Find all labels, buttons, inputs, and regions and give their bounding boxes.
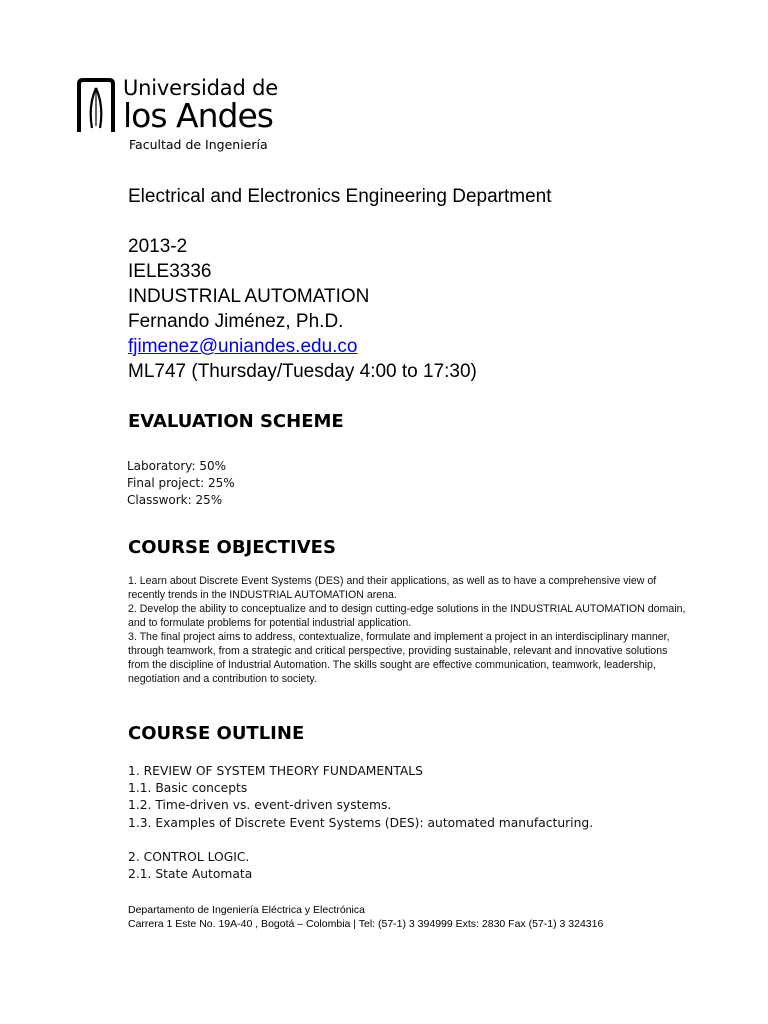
logo-line-university: Universidad de <box>123 76 278 100</box>
university-logo <box>76 76 276 156</box>
course-code: IELE3336 <box>128 261 212 282</box>
evaluation-item: Final project: 25% <box>127 476 235 490</box>
objective-item: 2. Develop the ability to conceptualize and to design cutting-edge solutions in the INDUSTRIAL AUTOMATION domain, and to formulate problems for potential industrial application. <box>128 603 686 629</box>
outline-line: 1.1. Basic concepts <box>128 781 248 795</box>
evaluation-item: Classwork: 25% <box>127 493 223 507</box>
course-name: INDUSTRIAL AUTOMATION <box>128 286 370 307</box>
outline-line: 2. CONTROL LOGIC. <box>128 850 250 864</box>
term: 2013-2 <box>128 236 188 257</box>
logo-line-los-andes: los Andes <box>123 96 273 135</box>
schedule: ML747 (Thursday/Tuesday 4:00 to 17:30) <box>128 361 477 382</box>
instructor-email-link[interactable]: fjimenez@uniandes.edu.co <box>128 336 358 357</box>
evaluation-heading: EVALUATION SCHEME <box>128 411 344 432</box>
evaluation-item: Laboratory: 50% <box>127 459 227 473</box>
objectives-heading: COURSE OBJECTIVES <box>128 537 336 558</box>
outline-line: 1.3. Examples of Discrete Event Systems (DES): automated manufacturing. <box>128 816 594 830</box>
outline-line: 1.2. Time-driven vs. event-driven systems. <box>128 798 392 812</box>
objective-item: 1. Learn about Discrete Event Systems (DES) and their applications, as well as to have a comprehensive view of recently trends in the INDUSTRIAL AUTOMATION arena. <box>128 575 657 601</box>
footer-department: Departamento de Ingeniería Eléctrica y Electrónica <box>128 904 365 916</box>
logo-line-faculty: Facultad de Ingeniería <box>129 137 268 152</box>
outline-line: 2.1. State Automata <box>128 867 253 881</box>
university-seal-icon <box>76 78 116 136</box>
department-title: Electrical and Electronics Engineering Department <box>128 186 552 207</box>
footer-contact: Carrera 1 Este No. 19A-40 , Bogotá – Colombia | Tel: (57-1) 3 394999 Exts: 2830 Fax (57-1) 3 324316 <box>128 918 604 930</box>
outline-line: 1. REVIEW OF SYSTEM THEORY FUNDAMENTALS <box>128 764 423 778</box>
objective-item: 3. The final project aims to address, contextualize, formulate and implement a project in an interdisciplinary manner, through teamwork, from a strategic and critical perspective, providing sustainable, relevant and innovative solutions from the discipline of Industrial Automation. The skills sought are effective communication, teamwork, leadership, negotiation and a contribution to society. <box>128 631 670 685</box>
page-footer <box>128 903 603 931</box>
outline-heading: COURSE OUTLINE <box>128 723 305 744</box>
objectives-list <box>128 574 690 686</box>
instructor-name: Fernando Jiménez, Ph.D. <box>128 311 344 332</box>
